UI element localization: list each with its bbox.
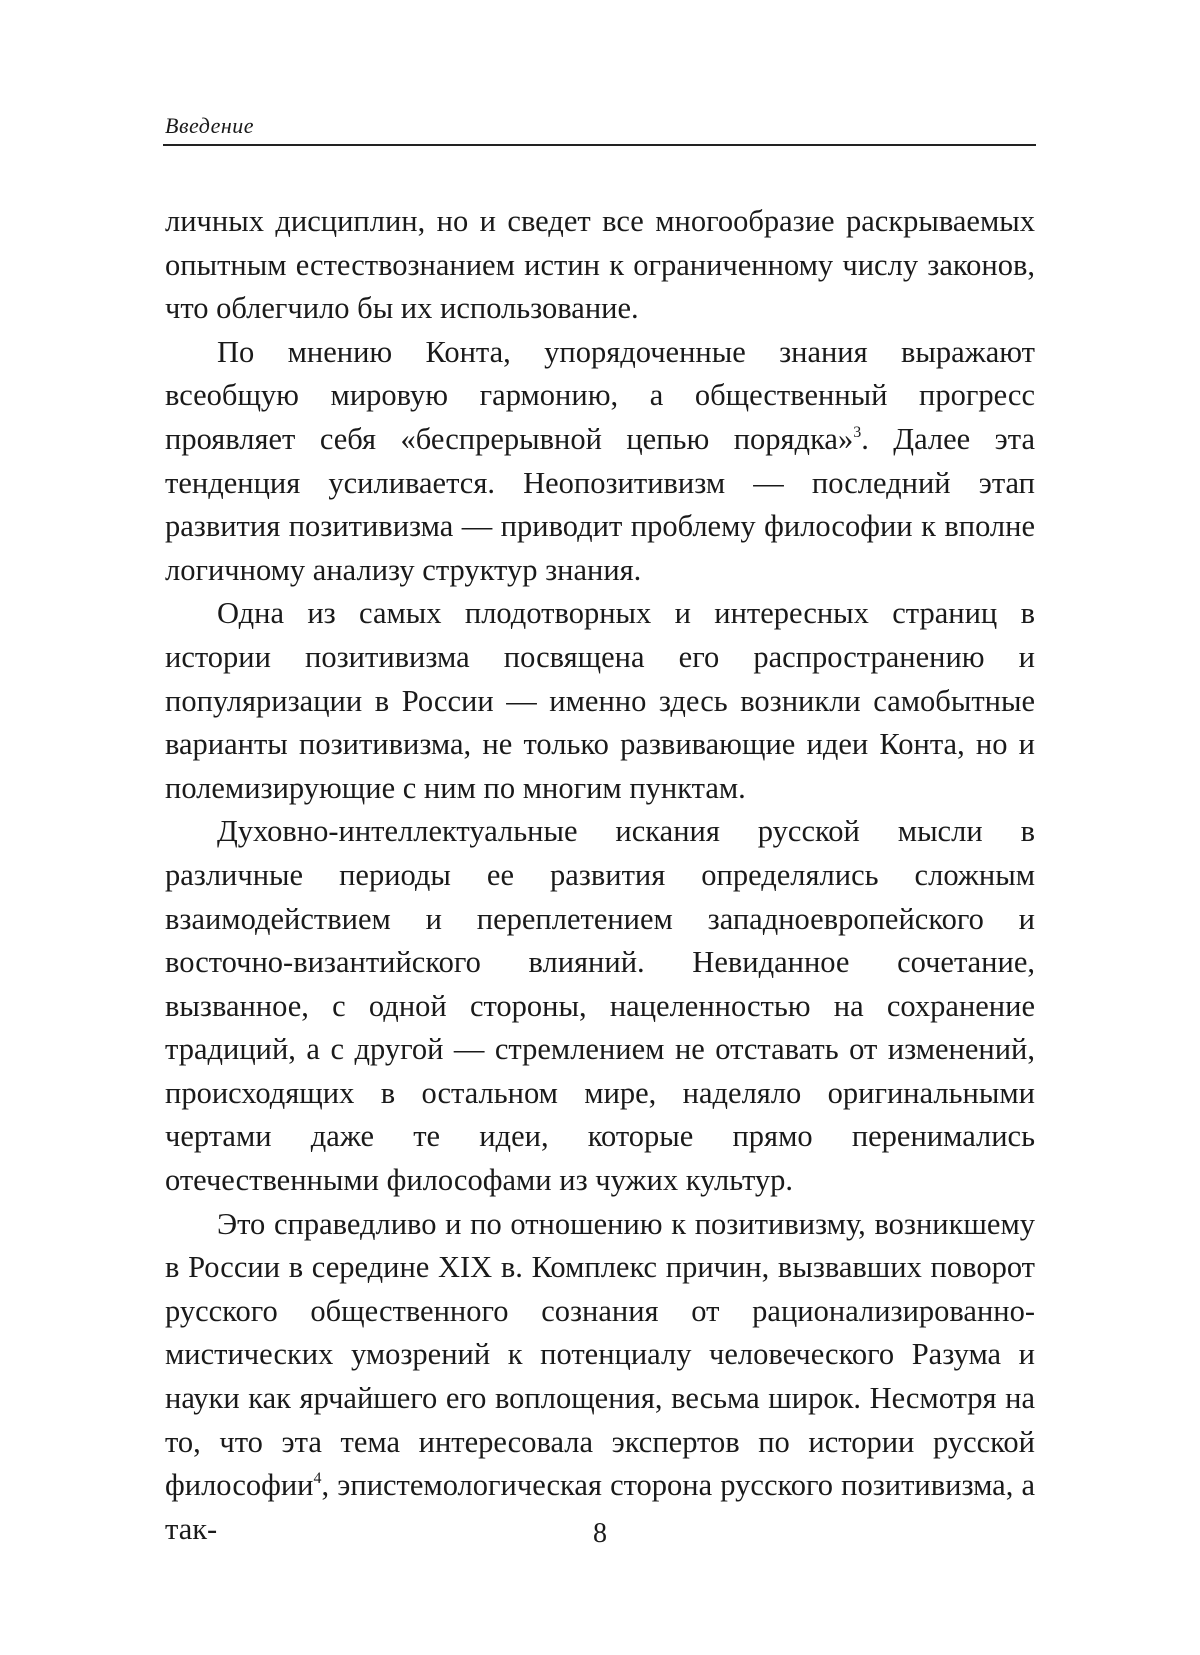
paragraph-1-text: личных дисциплин, но и сведет все многообразие раскрываемых опытным естествознанием истин к ограниченному числу законов, что облегчило бы их использование. (165, 204, 1035, 326)
paragraph-5-text-cont: , эпистемологическая сторона русского позитивизма, а так- (165, 1468, 1035, 1546)
paragraph-1 (165, 200, 1035, 331)
page-number: 8 (593, 1518, 607, 1549)
footnote-ref-4[interactable]: 4 (313, 1470, 322, 1488)
body-text (165, 200, 1035, 1551)
paragraph-2-text: По мнению Конта, упорядоченные знания выражают всеобщую мировую гармонию, а общественный прогресс проявляет себя «беспрерывной цепью порядка» (165, 334, 1035, 456)
paragraph-3-text: Одна из самых плодотворных и интересных страниц в истории позитивизма посвящена его распространению и популяризации в России — именно здесь возникли самобытные варианты позитивизма, не только развивающие идеи Конта, но и полемизирующие с ним по многим пунктам. (165, 596, 1035, 805)
paragraph-5 (165, 1203, 1035, 1552)
footnote-ref-3[interactable]: 3 (853, 423, 862, 441)
header-rule (163, 144, 1036, 146)
paragraph-2-text-cont: . Далее эта тенденция усиливается. Неопозитивизм — последний этап развития позитивизма — приводит проблему философии к вполне логичному анализу структур знания. (165, 421, 1036, 587)
paragraph-3 (165, 592, 1035, 810)
paragraph-5-text: Это справедливо и по отношению к позитивизму, возникшему в России в середине XIX в. Комплекс причин, вызвавших поворот русского общественного сознания от рационализированно-мистических умозрений к потенциалу человеческого Разума и науки как ярчайшего его воплощения, весьма широк. Несмотря на то, что эта тема интересовала экспертов по истории русской философии (165, 1206, 1035, 1503)
paragraph-4 (165, 810, 1035, 1202)
paragraph-2 (165, 331, 1035, 593)
paragraph-4-text: Духовно-интеллектуальные искания русской мысли в различные периоды ее развития определялись сложным взаимодействием и переплетением западноевропейского и восточно-византийского влияний. Невиданное сочетание, вызванное, с одной стороны, нацеленностью на сохранение традиций, а с другой — стремлением не отставать от изменений, происходящих в остальном мире, наделяло оригинальными чертами даже те идеи, которые прямо перенимались отечественными философами из чужих культур. (165, 814, 1035, 1198)
running-head: Введение (165, 113, 255, 138)
